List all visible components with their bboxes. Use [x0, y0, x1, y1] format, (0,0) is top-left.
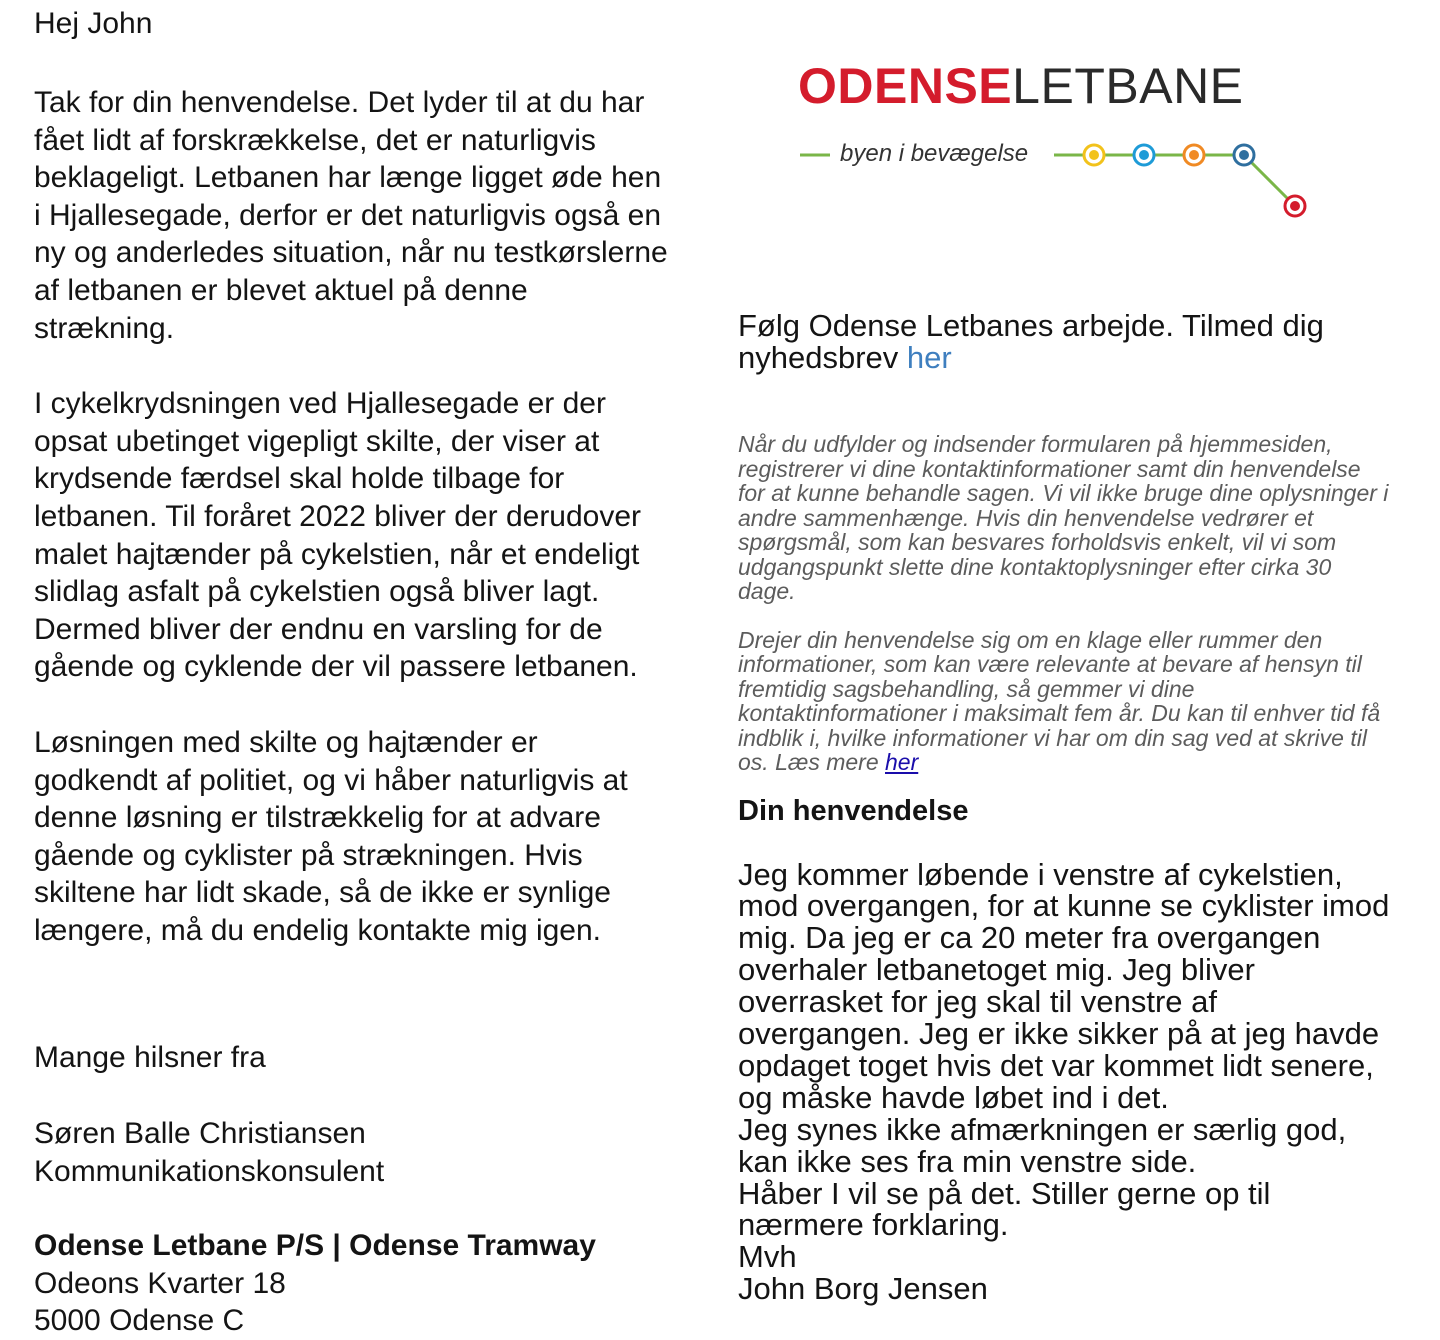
text-line: nærmere forklaring.: [738, 1207, 1009, 1243]
privacy-notice-2: [738, 628, 1428, 775]
text-line: og måske havde løbet ind i det.: [738, 1079, 1169, 1115]
address-line: Odeons Kvarter 18: [34, 1266, 286, 1300]
text-line: kan ikke ses fra min venstre side.: [738, 1143, 1197, 1179]
text-line: Jeg kommer løbende i venstre af cykelstien,: [738, 856, 1343, 892]
text-line: John Borg Jensen: [738, 1271, 988, 1307]
closing: Mange hilsner fra: [34, 1041, 266, 1075]
original-message-column: [738, 310, 1428, 1305]
station-yellow-icon: [1084, 145, 1104, 165]
text-line: registrerer vi dine kontaktinformationer samt din henvendelse: [738, 455, 1361, 482]
read-more-text: os. Læs mere: [738, 749, 879, 775]
text-line: Når du udfylder og indsender formularen på hjemmesiden,: [738, 431, 1333, 457]
text-line: spørgsmål, som kan besvares forholdsvis enkelt, vil vi som: [738, 529, 1337, 555]
newsletter-signup: [738, 310, 1428, 374]
text-line: længere, må du endelig kontakte mig igen.: [34, 913, 602, 947]
greeting: Hej John: [34, 7, 153, 40]
station-red-icon: [1285, 196, 1305, 216]
logo-slogan: byen i bevægelse: [840, 140, 1029, 167]
reply-paragraph-3: [34, 724, 734, 950]
text-line: fremtidig sagsbehandling, så gemmer vi dine: [738, 675, 1195, 702]
text-line: i Hjallesegade, derfor er det naturligvis også en: [34, 198, 662, 232]
text-line: Tak for din henvendelse. Det lyder til at du har: [34, 86, 645, 119]
text-line: malet hajtænder på cykelstien, når et endeligt: [34, 537, 640, 571]
company-block: [34, 1227, 734, 1340]
station-navy-icon: [1234, 145, 1254, 165]
text-line: for at kunne behandle sagen. Vi vil ikke bruge dine oplysninger i: [738, 480, 1389, 506]
text-line: overgangen. Jeg er ikke sikker på at jeg havde: [738, 1016, 1380, 1052]
text-line: Dermed bliver der endnu en varsling for de: [34, 612, 603, 646]
reply-column: [34, 0, 734, 1340]
text-line: overrasket for jeg skal til venstre af: [738, 984, 1217, 1020]
text-line: kontaktinformationer i maksimalt fem år. Du kan til enhver tid få: [738, 700, 1381, 726]
reply-paragraph-2: [34, 385, 734, 686]
text-line: mod overgangen, for at kunne se cyklister imod: [738, 888, 1390, 924]
text-line: af letbanen er blevet aktuel på denne: [34, 273, 528, 307]
text-line: gående og cyklende der vil passere letbanen.: [34, 650, 638, 684]
text-line: beklageligt. Letbanen har længe ligget øde hen: [34, 161, 662, 195]
text-line: Følg Odense Letbanes arbejde. Tilmed dig: [738, 308, 1324, 343]
logo-word-odense: ODENSE: [798, 58, 1013, 114]
text-line: udgangspunkt slette dine kontaktoplysninger efter cirka 30: [738, 553, 1332, 580]
text-line: krydsende færdsel skal holde tilbage for: [34, 462, 565, 496]
logo-wordmark: [798, 56, 1244, 116]
text-line: Drejer din henvendelse sig om en klage eller rummer den: [738, 626, 1323, 653]
text-line: dage.: [738, 578, 796, 604]
text-line: gående og cyklister på strækningen. Hvis: [34, 838, 583, 872]
text-line: Jeg synes ikke afmærkningen er særlig god,: [738, 1111, 1347, 1147]
text-line: andre sammenhænge. Hvis din henvendelse vedrører et: [738, 504, 1314, 531]
text-line: ny og anderledes situation, når nu testkørslerne: [34, 236, 668, 270]
text-line: fået lidt af forskrækkelse, det er naturligvis: [34, 123, 596, 157]
text-line: godkendt af politiet, og vi håber naturligvis at: [34, 763, 628, 797]
reply-paragraph-1: [34, 84, 734, 347]
text-line: skiltene har lidt skade, så de ikke er synlige: [34, 876, 611, 910]
text-line: mig. Da jeg er ca 20 meter fra overgangen: [738, 920, 1321, 956]
text-line: [738, 750, 1428, 775]
text-line: Mvh: [738, 1239, 797, 1275]
text-line: strækning.: [34, 311, 175, 345]
station-blue-icon: [1134, 145, 1154, 165]
text-line: indblik i, hvilke informationer vi har om din sag ved at skrive til: [738, 724, 1367, 751]
text-line: I cykelkrydsningen ved Hjallesegade er der: [34, 387, 606, 421]
logo-word-letbane: LETBANE: [1012, 58, 1244, 114]
privacy-notice-1: [738, 432, 1428, 604]
customer-message: [738, 856, 1428, 1307]
newsletter-link[interactable]: her: [906, 340, 952, 375]
station-orange-icon: [1184, 145, 1204, 165]
signature-name: Søren Balle Christiansen: [34, 1117, 366, 1151]
din-henvendelse-heading: Din henvendelse: [738, 794, 969, 827]
text-line: slidlag asfalt på cykelstien også bliver lagt.: [34, 575, 600, 609]
text-line: Løsningen med skilte og hajtænder er: [34, 725, 538, 759]
text-line: opdaget toget hvis det var kommet lidt senere,: [738, 1047, 1374, 1083]
text-line: informationer, som kan være relevante at bevare af hensyn til: [738, 651, 1362, 677]
text-line: [738, 342, 1428, 374]
text-line: denne løsning er tilstrækkelig for at advare: [34, 801, 601, 835]
text-line: letbanen. Til foråret 2022 bliver der derudover: [34, 499, 642, 533]
read-more-link[interactable]: her: [885, 749, 919, 775]
signature-title: Kommunikationskonsulent: [34, 1154, 385, 1188]
text-line: Håber I vil se på det. Stiller gerne op til: [738, 1175, 1271, 1211]
text-line: opsat ubetinget vigepligt skilte, der viser at: [34, 424, 600, 458]
company-name: Odense Letbane P/S | Odense Tramway: [34, 1229, 596, 1263]
address-line: 5000 Odense C: [34, 1304, 245, 1338]
odense-letbane-logo: [798, 56, 1318, 226]
text-line: overhaler letbanetoget mig. Jeg bliver: [738, 952, 1255, 988]
signature: [34, 1115, 734, 1190]
follow-text: nyhedsbrev: [738, 340, 899, 375]
